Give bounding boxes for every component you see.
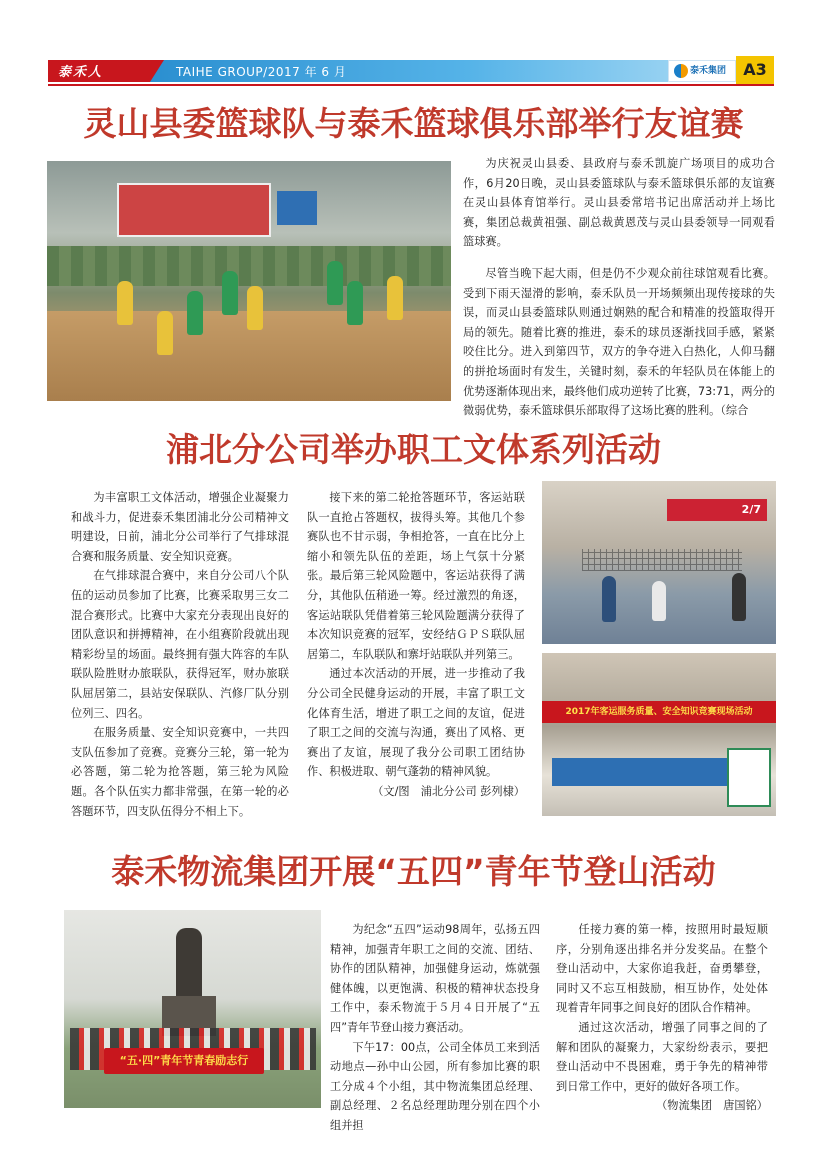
- photo-banner: [277, 191, 317, 225]
- article3-column-1: [330, 920, 540, 1136]
- player-figure: [247, 286, 263, 330]
- paragraph: 任接力赛的第一棒，按照用时最短顺序，分别角逐出排名并分发奖品。在整个登山活动中，大家你追我赶，奋勇攀登，同时又不忘互相鼓励，相互协作，处处体现着青年同事之间良好的团队合作精神。: [556, 923, 768, 1015]
- paragraph: 为纪念“五四”运动98周年，弘扬五四精神，加强青年职工之间的交流、团结、协作的团队精神，加强健身运动，炼就强健体魄，以更饱满、积极的精神状态投身工作中，泰禾物流于５月４日开展了“五四”青年节登山接力赛活动。: [330, 923, 540, 1034]
- player-figure: [732, 573, 746, 621]
- article2-column-2: [307, 488, 525, 802]
- article3-column-2: [556, 920, 768, 1116]
- photo-sign-text: 2/7: [741, 503, 761, 516]
- article1-body: [463, 154, 775, 421]
- quiz-competition-photo: [542, 653, 776, 816]
- paragraph: 在气排球混合赛中，来自分公司八个队伍的运动员参加了比赛，比赛采取男三女二混合赛形式。比赛中大家充分表现出良好的团队意识和拼搏精神，在小组赛阶段就出现精彩纷呈的场面。最终拥有强大阵容的车队联队险胜财办旅联队，获得冠军，财办旅联队屈居第二，县站安保联队、汽修厂队分别位列三、四名。: [71, 569, 289, 720]
- photo-scoreboard: [727, 748, 771, 807]
- header-logo-text: 泰禾人: [58, 65, 104, 80]
- brand-name: 泰禾集团: [690, 66, 727, 76]
- photo-banner-text: 2017年客运服务质量、安全知识竞赛现场活动: [565, 707, 753, 717]
- player-figure: [602, 576, 616, 622]
- player-figure: [347, 281, 363, 325]
- brand-logo-icon: [674, 64, 688, 78]
- player-figure: [222, 271, 238, 315]
- volleyball-net: [582, 549, 742, 571]
- article2-title: 浦北分公司举办职工文体系列活动: [166, 430, 661, 469]
- player-figure: [117, 281, 133, 325]
- paragraph: 为庆祝灵山县委、县政府与泰禾凯旋广场项目的成功合作，6月20日晚，灵山县委篮球队与泰禾篮球俱乐部的友谊赛在灵山县体育馆举行。灵山县委常培书记出席活动并上场比赛，集团总裁黄祖强、副总裁黄恩茂与灵山县委领导一同观看篮球赛。: [463, 157, 775, 249]
- article3-title: 泰禾物流集团开展“五四”青年节登山活动: [111, 852, 716, 891]
- paragraph: 通过这次活动，增强了同事之间的了解和团队的凝聚力，大家纷纷表示，要把登山活动中不畏困难，勇于争先的精神带到日常工作中，更好的做好各项工作。: [556, 1020, 768, 1093]
- photo-banner: [542, 701, 776, 723]
- paragraph: 尽管当晚下起大雨，但是仍不少观众前往球馆观看比赛。受到下雨天湿滑的影响，泰禾队员一开场频频出现传接球的失误，而灵山县委篮球队则通过娴熟的配合和精准的投篮取得开局的领先。随着比赛的推进，泰禾的球员逐渐找回手感，紧紧咬住比分。进入到第四节，双方的争夺进入白热化，人仰马翻的拼抢场面时有发生，关键时刻，泰禾的年轻队员在体能上的优势逐渐体现出来，最终他们成功逆转了比赛，73:71，两分的微弱优势，泰禾篮球俱乐部取得了这场比赛的胜利。（综合: [463, 266, 775, 418]
- photo-wall-sign: [667, 499, 767, 521]
- article3-credit: （物流集团 唐国铭）: [656, 1099, 768, 1113]
- paragraph: 为丰富职工文体活动，增强企业凝聚力和战斗力，促进泰禾集团浦北分公司精神文明建设，日前，浦北分公司举行了气排球混合赛和服务质量、安全知识竞赛。: [71, 491, 289, 563]
- photo-tables: [552, 758, 752, 786]
- header-divider: [48, 84, 774, 86]
- player-figure: [157, 311, 173, 355]
- player-figure: [652, 581, 666, 621]
- paragraph: 通过本次活动的开展，进一步推动了我分公司全民健身运动的开展，丰富了职工文化体育生活，增进了职工之间的友谊，促进了职工之间的交流与沟通，赛出了风格、更赛出了友谊，展现了我分公司职工团结协作、积极进取、朝气蓬勃的精神风貌。: [307, 667, 525, 779]
- paragraph: 在服务质量、安全知识竞赛中，一共四支队伍参加了竞赛。竞赛分三轮，第一轮为必答题，第二轮为抢答题，第三轮为风险题。各个队伍实力都非常强，在第一轮的必答题环节，四支队伍得分不相上下。: [71, 726, 289, 818]
- volleyball-photo: [542, 481, 776, 644]
- paragraph: 接下来的第二轮抢答题环节，客运站联队一直抢占答题权，拔得头筹。其他几个参赛队也不甘示弱，争相抢答，一直在比分上缩小和领先队伍的差距，场上气氛十分紧张。最后第三轮风险题中，客运站获得了满分，其他队伍稍逊一筹。经过激烈的角逐，客运站联队凭借着第三轮风险题满分获得了本次知识竞赛的冠军，安经结ＧＰＳ联队屈居第二，车队联队和寨圩站联队并列第三。: [307, 491, 525, 661]
- player-figure: [327, 261, 343, 305]
- photo-banner: [117, 183, 271, 237]
- page-number: A3: [736, 56, 774, 84]
- paragraph: 下午17：00点，公司全体员工来到活动地点—孙中山公园，所有参加比赛的职工分成４个小组，其中物流集团总经理、副总经理、２名总经理助理分别在四个小组并担: [330, 1040, 540, 1132]
- group-banner-text: “五·四”青年节青春励志行: [119, 1054, 249, 1067]
- article2-column-1: [71, 488, 289, 821]
- mountain-climbing-photo: [64, 910, 321, 1108]
- statue-figure: [176, 928, 202, 998]
- player-figure: [387, 276, 403, 320]
- article2-credit: （文/图 浦北分公司 彭列棣）: [372, 784, 525, 798]
- article1-title: 灵山县委篮球队与泰禾篮球俱乐部举行友谊赛: [83, 104, 744, 143]
- issue-label: TAIHE GROUP/2017 年 6 月: [176, 65, 347, 79]
- basketball-game-photo: [47, 161, 451, 401]
- player-figure: [187, 291, 203, 335]
